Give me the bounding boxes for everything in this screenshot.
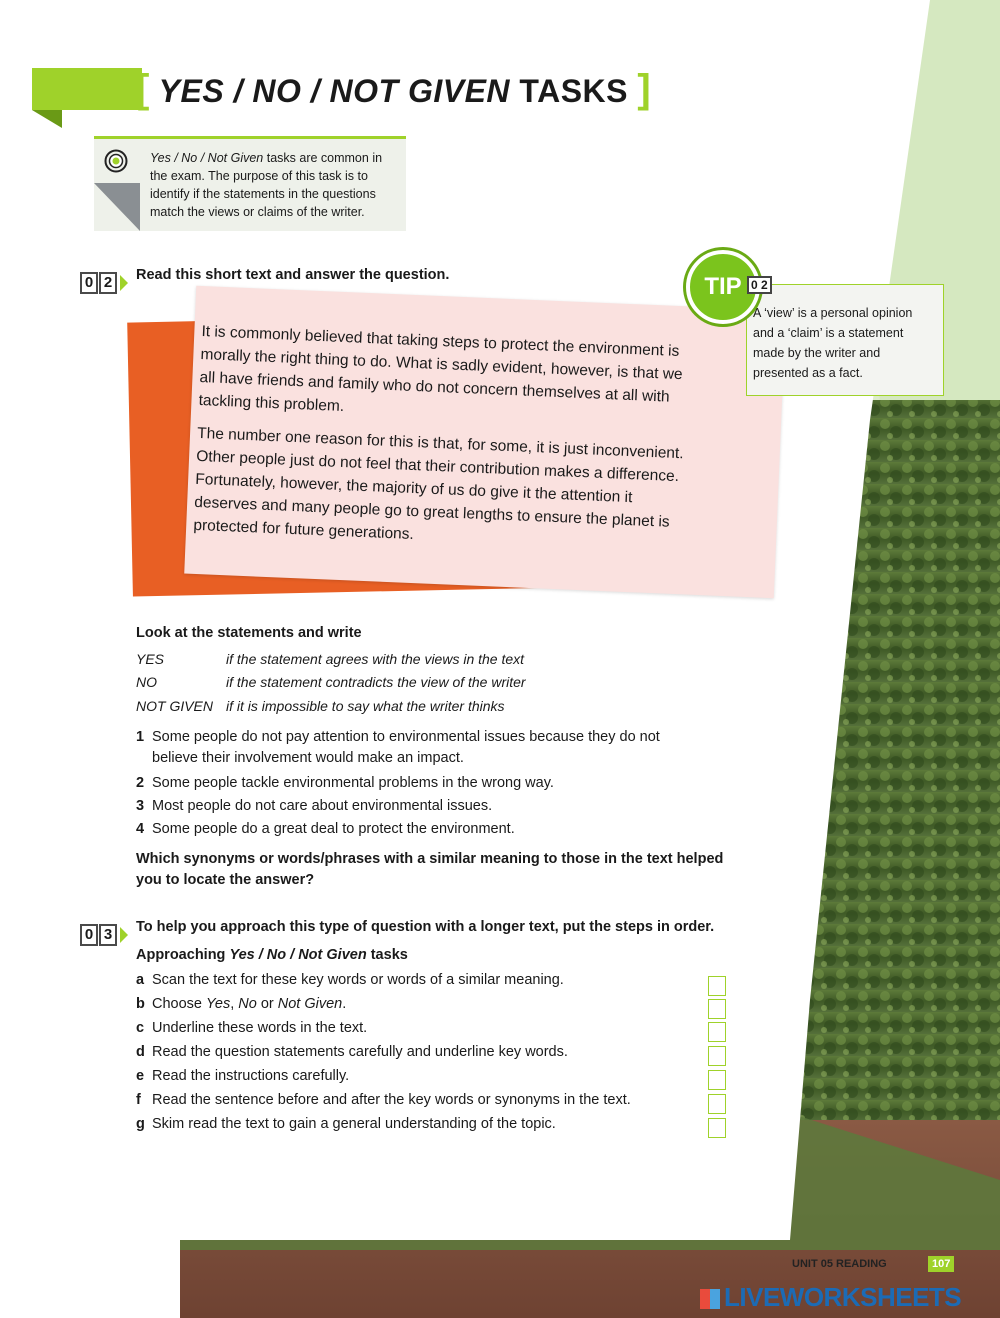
statement-item: [136, 796, 716, 817]
subhead-post: tasks: [366, 947, 408, 963]
passage-paragraph-1: It is commonly believed that taking steps to protect the environment is morally the right thing to do. What is sadly evident, however, is that we all have friends and family who do not concern themselves at all with tackling this problem.: [198, 322, 683, 416]
statement-number: 2: [136, 775, 145, 791]
statement-number: 1: [136, 729, 145, 745]
exercise-02-instruction: Read this short text and answer the question.: [136, 267, 450, 283]
exercise-03-instruction: To help you approach this type of question with a longer text, put the steps in order.: [136, 919, 715, 935]
tip-number: 0 2: [747, 276, 772, 294]
order-answer-box-d[interactable]: [708, 1046, 726, 1066]
statement-text: Most people do not care about environmental issues.: [152, 798, 493, 814]
statement-text: Some people do not pay attention to environmental issues because they do not: [152, 729, 660, 745]
key-term: YES: [136, 651, 165, 667]
step-item: [136, 1068, 349, 1084]
step-end: .: [342, 996, 347, 1012]
key-desc: if the statement agrees with the views in the text: [226, 651, 525, 667]
target-icon: [104, 149, 128, 173]
statement-number: 4: [136, 821, 145, 837]
play-arrow-icon: [120, 927, 128, 943]
title-accent-bar: [32, 68, 142, 110]
intro-box: [94, 136, 406, 231]
step-text: Skim read the text to gain a general understanding of the topic.: [152, 1116, 556, 1132]
order-answer-box-g[interactable]: [708, 1118, 726, 1138]
step-text: Choose: [152, 996, 207, 1012]
key-desc: if the statement contradicts the view of the writer: [226, 674, 526, 690]
step-item: [136, 1020, 367, 1036]
statement-text-cont: believe their involvement would make an impact.: [152, 750, 464, 766]
intro-wedge-icon: [94, 183, 140, 231]
step-text: Scan the text for these key words or words of a similar meaning.: [152, 972, 564, 988]
synonym-question: Which synonyms or words/phrases with a similar meaning to those in the text helped you to locate the answer?: [136, 851, 724, 888]
title-main: TASKS: [510, 73, 628, 109]
step-item: [136, 1044, 568, 1060]
reading-passage: [130, 298, 760, 598]
step-letter: d: [136, 1044, 145, 1060]
order-answer-box-e[interactable]: [708, 1070, 726, 1090]
step-text: Read the sentence before and after the key words or synonyms in the text.: [152, 1092, 631, 1108]
step-letter: g: [136, 1116, 145, 1132]
intro-body: tasks are common in the exam. The purpose of this task is to identify if the statements in the questions match the views or claims of the writer.: [150, 151, 383, 219]
key-term: NOT GIVEN: [136, 698, 214, 714]
subhead-pre: Approaching: [136, 947, 230, 963]
step-sep: or: [256, 996, 278, 1012]
exercise-02-digit-2: 2: [99, 272, 117, 294]
statement-item: [136, 773, 716, 794]
watermark: [700, 1282, 961, 1313]
exercise-02-label: [80, 272, 128, 294]
step-letter: a: [136, 972, 145, 988]
step-text: Read the question statements carefully and underline key words.: [152, 1044, 568, 1060]
liveworksheets-logo-icon: [700, 1289, 720, 1309]
step-text: Underline these words in the text.: [152, 1020, 368, 1036]
exercise-03-digit-1: 0: [80, 924, 98, 946]
steps-subheading: [136, 947, 408, 963]
key-term: NO: [136, 674, 157, 690]
passage-text: [192, 320, 701, 568]
intro-text: [150, 149, 400, 221]
passage-paragraph-2: The number one reason for this is that, for some, it is just inconvenient. Other people just do not feel that their contribution makes a difference. Fortunately, however, the majority of us do give it the attention it deserves and many people go to great lengths to ensure the planet is protected for future generations.: [193, 424, 684, 544]
intro-italic: Yes / No / Not Given: [150, 151, 264, 165]
page-title: [136, 64, 651, 114]
tip-badge: TIP: [686, 250, 760, 324]
step-italic-yes: Yes: [206, 996, 231, 1012]
title-accent-fold: [32, 110, 62, 128]
statement-item: [136, 819, 716, 840]
tip-box: [746, 284, 944, 396]
step-text: Read the instructions carefully.: [152, 1068, 350, 1084]
step-letter: e: [136, 1068, 145, 1084]
statement-number: 3: [136, 798, 145, 814]
key-desc: if it is impossible to say what the writer thinks: [226, 698, 505, 714]
step-italic-no: No: [238, 996, 257, 1012]
statement-text: Some people tackle environmental problems in the wrong way.: [152, 775, 554, 791]
step-letter: f: [136, 1092, 141, 1108]
title-bracket-close: ]: [637, 67, 652, 111]
step-sep: ,: [230, 996, 239, 1012]
step-item: [136, 972, 564, 988]
order-answer-box-f[interactable]: [708, 1094, 726, 1114]
step-letter: c: [136, 1020, 145, 1036]
exercise-03-digit-2: 3: [99, 924, 117, 946]
exercise-02-digit-1: 0: [80, 272, 98, 294]
step-item: [136, 1092, 631, 1108]
look-heading: Look at the statements and write: [136, 625, 362, 641]
unit-label: UNIT 05 READING: [792, 1258, 887, 1270]
step-item: [136, 1116, 556, 1132]
order-answer-box-b[interactable]: [708, 999, 726, 1019]
step-letter: b: [136, 996, 145, 1012]
statement-text: Some people do a great deal to protect the environment.: [152, 821, 515, 837]
order-answer-box-c[interactable]: [708, 1022, 726, 1042]
page-number: 107: [928, 1256, 954, 1272]
statement-item: [136, 727, 716, 769]
tip-text: A ‘view’ is a personal opinion and a ‘claim’ is a statement made by the writer and presented as a fact.: [753, 306, 913, 380]
exercise-03-label: [80, 924, 128, 946]
step-italic-not-given: Not Given: [277, 996, 343, 1012]
title-bracket-open: [: [136, 67, 150, 111]
title-italic: YES / NO / NOT GIVEN: [158, 73, 511, 109]
step-item: [136, 996, 346, 1012]
order-answer-box-a[interactable]: [708, 976, 726, 996]
play-arrow-icon: [120, 275, 128, 291]
subhead-italic: Yes / No / Not Given: [229, 947, 367, 963]
watermark-text: LIVEWORKSHEETS: [724, 1282, 962, 1312]
